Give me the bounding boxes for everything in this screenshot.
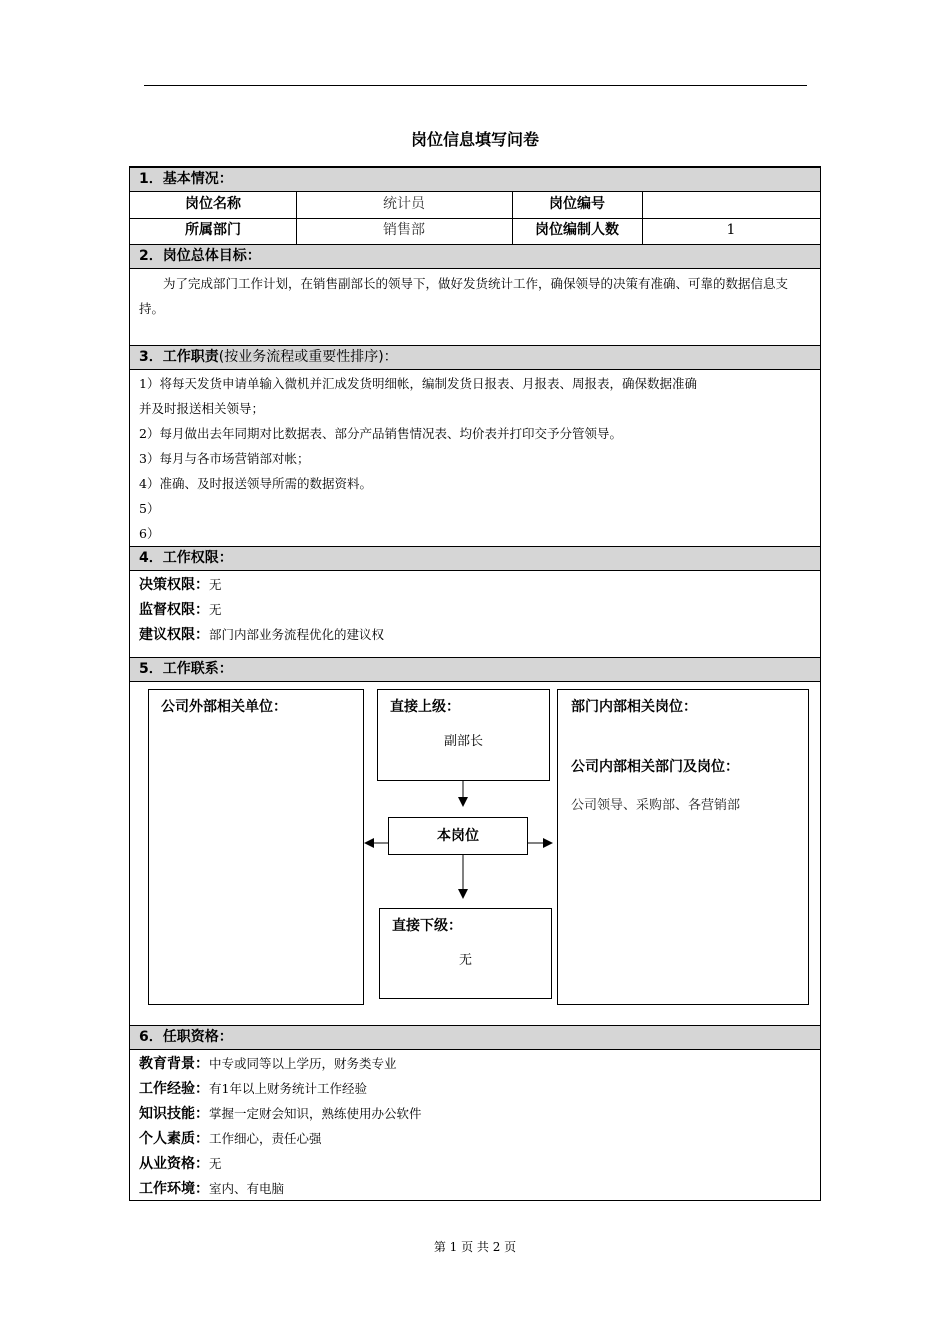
department-value: 销售部	[383, 222, 425, 238]
subordinate-label: 直接下级：	[392, 918, 462, 934]
arrow-down-icon	[458, 889, 468, 899]
qualification-label: 知识技能：	[139, 1106, 209, 1122]
qualification-row	[139, 1176, 284, 1202]
company-dept-label: 公司内部相关部门及岗位：	[571, 759, 739, 775]
section-basic-info-header: 1．基本情况：	[130, 167, 820, 192]
arrow-down-icon	[458, 797, 468, 807]
self-position-label: 本岗位	[437, 828, 479, 844]
duty-item: 并及时报送相关领导；	[139, 401, 265, 416]
suggestion-authority-label: 建议权限：	[139, 627, 209, 643]
company-dept-value: 公司领导、采购部、各营销部	[571, 798, 741, 813]
qualification-label: 工作经验：	[139, 1081, 209, 1097]
decision-authority-label: 决策权限：	[139, 577, 209, 593]
section-relations-header: 5．工作联系：	[130, 657, 820, 682]
duties-header-title: 3．工作职责	[139, 349, 219, 365]
duty-item: 1）将每天发货申请单输入微机并汇成发货明细帐，编制发货日报表、月报表、周报表，确保数据准确	[139, 376, 697, 391]
duty-item: 3）每月与各市场营销部对帐；	[139, 451, 310, 466]
qualification-row	[139, 1151, 222, 1177]
questionnaire-table	[129, 166, 821, 1201]
headcount-value: 1	[726, 222, 736, 238]
arrow-right-icon	[543, 838, 553, 848]
qualification-value: 中专或同等以上学历，财务类专业	[209, 1056, 397, 1071]
superior-value: 副部长	[443, 734, 483, 749]
subordinate-value: 无	[458, 953, 472, 968]
section-goal-header: 2．岗位总体目标：	[130, 244, 820, 269]
page-footer: 第 1 页 共 2 页	[433, 1240, 517, 1254]
qualification-row	[139, 1076, 367, 1102]
qualification-label: 工作环境：	[139, 1181, 209, 1197]
duty-item: 5）	[139, 501, 160, 516]
relation-arrows	[130, 167, 820, 1167]
superior-label: 直接上级：	[390, 699, 460, 715]
department-label: 所属部门	[185, 222, 241, 238]
external-units-label: 公司外部相关单位：	[161, 699, 287, 715]
qualification-value: 工作细心，责任心强	[209, 1131, 322, 1146]
header-rule	[144, 85, 807, 86]
headcount-label: 岗位编制人数	[535, 222, 619, 238]
internal-dept-label: 部门内部相关岗位：	[571, 699, 697, 715]
goal-text: 为了完成部门工作计划，在销售副部长的领导下，做好发货统计工作，确保领导的决策有准确、可靠的数据信息支持。	[139, 276, 789, 316]
position-no-label: 岗位编号	[549, 196, 605, 212]
qualification-label: 从业资格：	[139, 1156, 209, 1172]
qualification-value: 室内、有电脑	[209, 1181, 285, 1196]
section-qualifications-header: 6．任职资格：	[130, 1025, 820, 1050]
document-title: 岗位信息填写问卷	[410, 130, 539, 149]
qualification-label: 个人素质：	[139, 1131, 209, 1147]
qualification-label: 教育背景：	[139, 1056, 209, 1072]
supervision-authority-label: 监督权限：	[139, 602, 209, 618]
position-name-label: 岗位名称	[185, 196, 241, 212]
duty-item: 6）	[139, 526, 160, 541]
qualification-row	[139, 1101, 422, 1127]
qualification-value: 掌握一定财会知识，熟练使用办公软件	[209, 1106, 422, 1121]
qualification-value: 无	[209, 1156, 222, 1171]
arrow-left-icon	[364, 838, 374, 848]
qualification-value: 有1年以上财务统计工作经验	[209, 1081, 367, 1096]
duty-item: 4）准确、及时报送领导所需的数据资料。	[139, 476, 372, 491]
duties-header-note: (按业务流程或重要性排序)：	[218, 349, 398, 365]
section-authority-header: 4．工作权限：	[130, 546, 820, 571]
duty-item: 2）每月做出去年同期对比数据表、部分产品销售情况表、均价表并打印交予分管领导。	[139, 426, 622, 441]
decision-authority-value: 无	[209, 577, 222, 592]
qualification-row	[139, 1126, 322, 1152]
position-name-value: 统计员	[383, 196, 425, 212]
qualification-row	[139, 1051, 397, 1077]
suggestion-authority-value: 部门内部业务流程优化的建议权	[209, 627, 385, 642]
supervision-authority-value: 无	[209, 602, 222, 617]
